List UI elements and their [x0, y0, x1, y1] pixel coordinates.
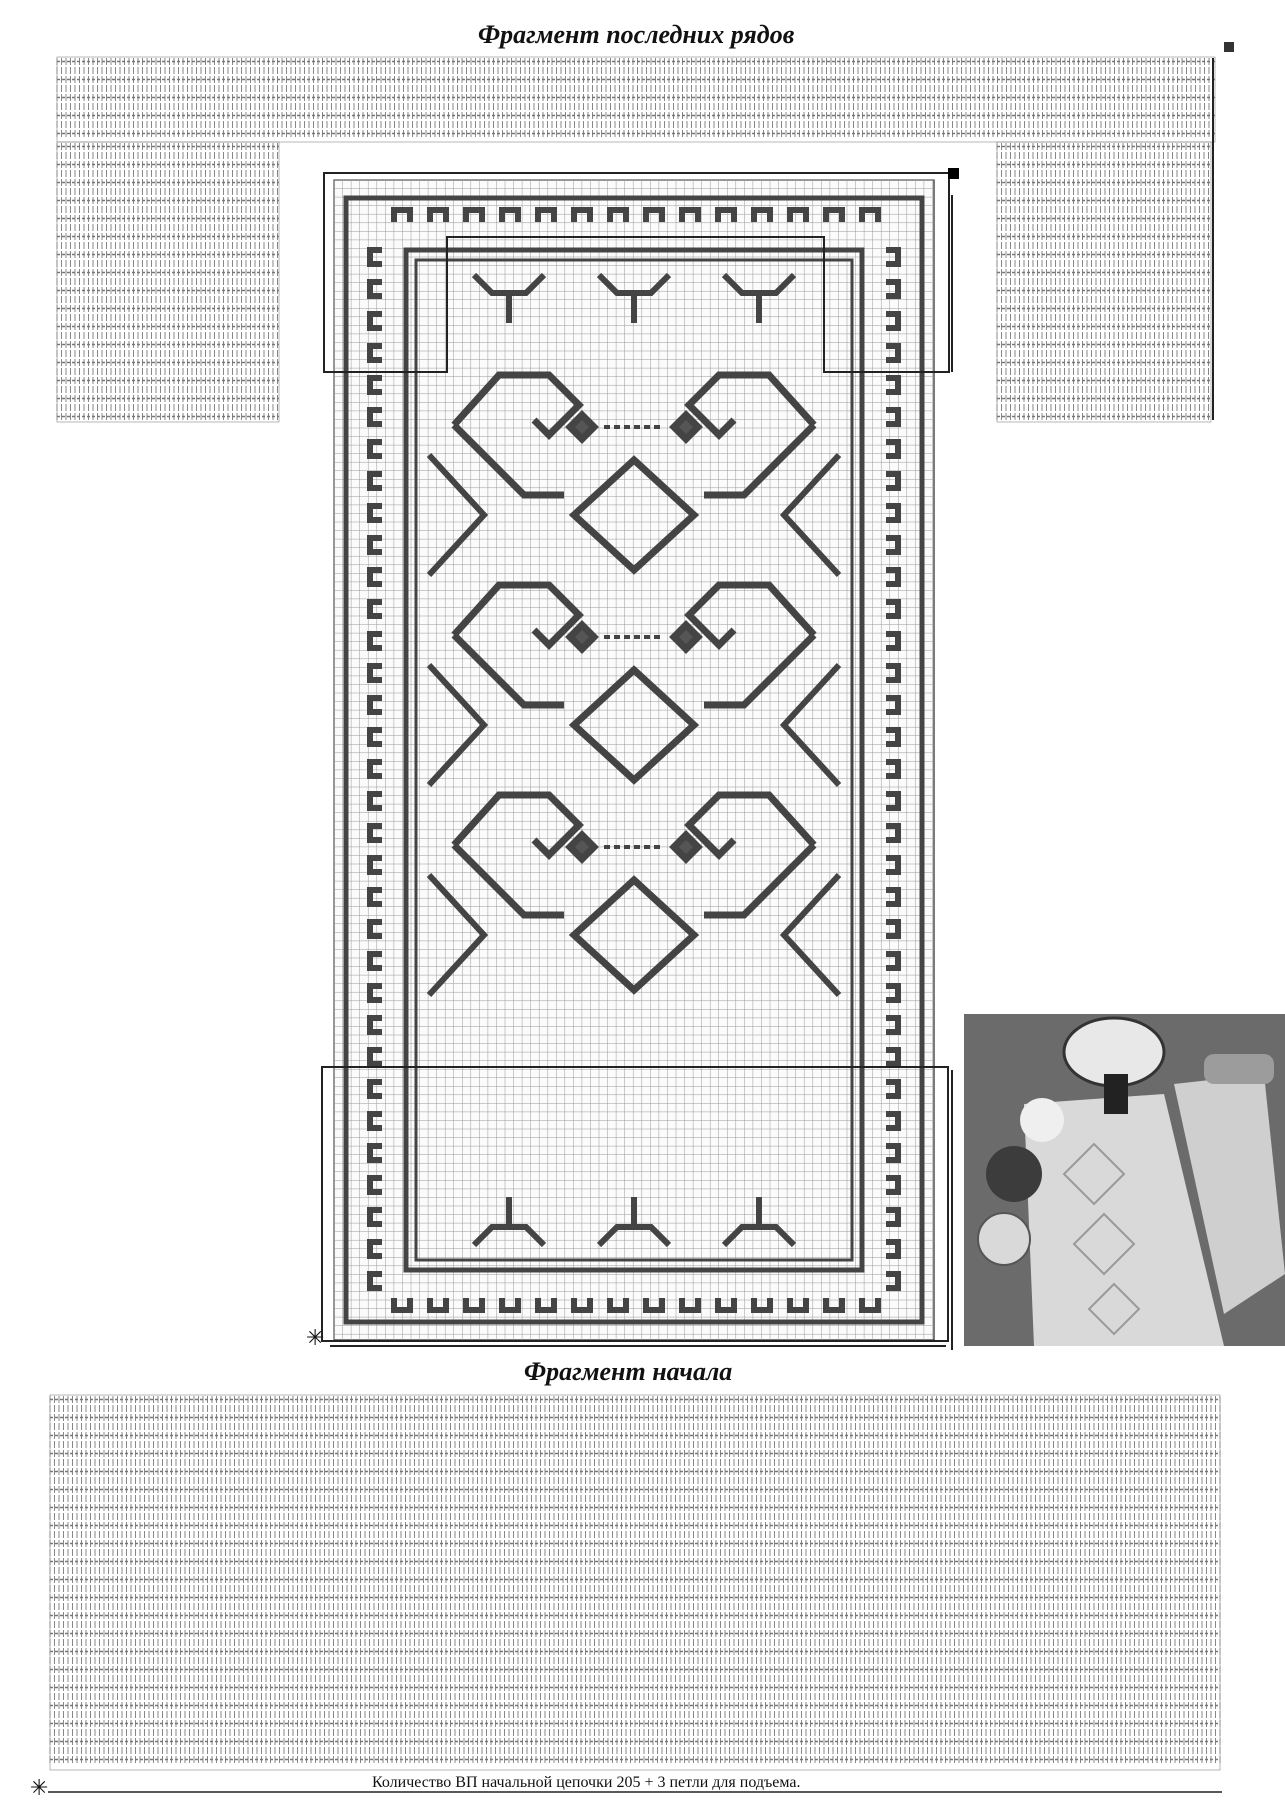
bottom-fragment-band — [50, 1395, 1220, 1770]
top-fragment-left-leg — [57, 142, 279, 422]
product-photo — [964, 1014, 1285, 1346]
photo-table-runner-icon — [964, 1014, 1285, 1346]
top-fragment-right-leg — [997, 142, 1211, 422]
title-beginning: Фрагмент начала — [524, 1357, 733, 1386]
start-marker-bottom: ✳ — [30, 1776, 49, 1801]
filet-chart — [334, 180, 934, 1340]
title-last-rows: Фрагмент последних рядов — [478, 20, 795, 49]
chain-count-note: Количество ВП начальной цепочки 205 + 3 петли для подъема. — [372, 1774, 801, 1791]
corner-marker-chart — [948, 168, 959, 179]
corner-marker-top — [1224, 42, 1234, 52]
top-fragment-band — [57, 57, 1215, 142]
start-marker-main: ✳ — [306, 1326, 325, 1351]
